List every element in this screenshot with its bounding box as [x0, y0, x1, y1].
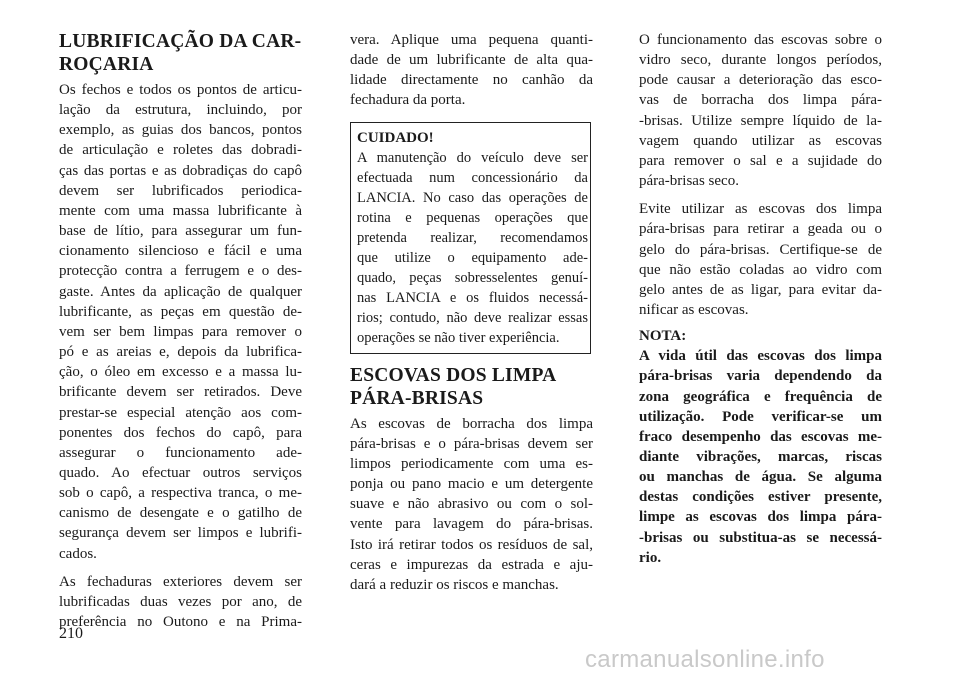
- section-heading-wiper-blades: [350, 364, 593, 410]
- text-line: que utilize o equipamento ade-: [357, 249, 588, 266]
- text-line: rios; contudo, não deve realizar essas: [357, 309, 588, 326]
- heading-line: LUBRIFICAÇÃO DA CAR-: [59, 31, 302, 52]
- paragraph-latches: [59, 80, 302, 564]
- text-line: fraco desempenho das escovas me-: [639, 428, 882, 445]
- paragraph-locks-continued: [350, 30, 593, 111]
- text-line: lubrificante, as peças em questão de-: [59, 303, 302, 320]
- text-line: vas de borracha dos limpa pára-: [639, 92, 882, 109]
- text-line: dará a reduzir os riscos e manchas.: [350, 576, 559, 593]
- text-line: cionamento silencioso e fácil e uma: [59, 243, 302, 260]
- text-line: limpe as escovas dos limpa pára-: [639, 509, 882, 526]
- text-line: -brisas. Utilize sempre líquido de la-: [639, 112, 882, 129]
- heading-line: ROÇARIA: [59, 54, 154, 75]
- text-line: mente com uma massa lubrificante à: [59, 202, 302, 219]
- text-line: nas LANCIA e os fluidos necessá-: [357, 289, 588, 306]
- note-title: NOTA:: [639, 328, 687, 345]
- text-line: operações se não tiver experiência.: [357, 329, 560, 346]
- text-line: ou manchas de água. Se alguma: [639, 469, 882, 486]
- text-line: ceras e impurezas da estrada e aju-: [350, 556, 593, 573]
- text-line: assegurar o funcionamento ade-: [59, 444, 302, 461]
- note-text: [639, 346, 882, 568]
- text-line: ponentes dos fechos do capô, para: [59, 424, 302, 441]
- text-line: Os fechos e todos os pontos de articu-: [59, 82, 302, 98]
- text-line: suave e não abrasivo ou com o sol-: [350, 496, 593, 513]
- text-line: para remover o sal e a sujidade do: [639, 152, 882, 169]
- heading-line: ESCOVAS DOS LIMPA: [350, 364, 557, 386]
- text-line: pára-brisas para retirar a geada ou o: [639, 221, 882, 238]
- text-line: lidade directamente no canhão da: [350, 72, 593, 89]
- text-line: limpos periodicamente com uma es-: [350, 455, 593, 472]
- text-line: As escovas de borracha dos limpa: [350, 415, 593, 432]
- text-line: -brisas ou substitua-as se necessá-: [639, 529, 882, 546]
- text-line: A manutenção do veículo deve ser: [357, 149, 588, 166]
- text-line: segurança devem ser limpos e lubrifi-: [59, 525, 302, 542]
- text-line: ponja ou pano macio e um detergente: [350, 476, 593, 493]
- text-line: As fechaduras exteriores devem ser: [59, 573, 302, 590]
- text-line: de articulação e roletes das dobradi-: [59, 142, 302, 159]
- text-line: O funcionamento das escovas sobre o: [639, 32, 882, 48]
- text-line: vera. Aplique uma pequena quanti-: [350, 32, 593, 48]
- text-line: pode causar a deterioração das esco-: [639, 72, 882, 89]
- text-line: rio.: [639, 549, 662, 566]
- caution-title: CUIDADO!: [357, 129, 434, 146]
- heading-line: PÁRA-BRISAS: [350, 387, 484, 409]
- caution-box: [350, 122, 591, 354]
- text-line: protecção contra a ferrugem e o des-: [59, 263, 302, 280]
- text-line: pára-brisas varia dependendo da: [639, 368, 882, 385]
- text-line: vem ser bem limpas para remover o: [59, 323, 302, 340]
- text-line: ças das portas e as dobradiças do capô: [59, 162, 302, 179]
- text-line: cados.: [59, 545, 97, 562]
- text-line: fechadura da porta.: [350, 92, 466, 109]
- column-2: [350, 30, 593, 595]
- text-line: base de lítio, para assegurar um fun-: [59, 223, 302, 240]
- caution-text: [357, 148, 588, 348]
- text-line: prestar-se especial atenção aos com-: [59, 404, 302, 421]
- text-line: canismo de desengate e o gatilho de: [59, 505, 302, 522]
- text-line: gaste. Antes da aplicação de qualquer: [59, 283, 302, 300]
- text-line: zona geográfica e frequência de: [639, 388, 882, 405]
- text-line: gelo antes de as ligar, para evitar da-: [639, 281, 882, 298]
- section-heading-bodywork-lubrication: [59, 30, 302, 76]
- paragraph-dry-glass: [639, 30, 882, 191]
- text-line: vente para lavagem do pára-brisas.: [350, 516, 593, 533]
- text-line: pó e as areias e, depois da lubrifica-: [59, 344, 302, 361]
- paragraph-wiper-cleaning: [350, 414, 593, 595]
- text-line: vagem quando utilizar as escovas: [639, 132, 882, 149]
- text-line: pretenda realizar, recomendamos: [357, 229, 588, 246]
- text-line: lubrificadas duas vezes por ano, de: [59, 593, 302, 610]
- page-number: 210: [59, 625, 83, 642]
- text-line: LANCIA. No caso das operações de: [357, 189, 588, 206]
- text-line: devem ser lubrificados periodica-: [59, 182, 302, 199]
- text-line: sob o capô, a respectiva tranca, o me-: [59, 485, 302, 502]
- text-line: rotina e pequenas operações que: [357, 209, 588, 226]
- text-line: diante vibrações, marcas, riscas: [639, 448, 882, 465]
- text-line: vidro seco, durante longos períodos,: [639, 52, 882, 69]
- text-line: brificante devem ser retirados. Deve: [59, 384, 302, 401]
- text-line: preferência no Outono e na Prima-: [59, 614, 302, 631]
- text-line: destas condições estiver presente,: [639, 489, 882, 506]
- text-line: efectuada num concessionário da: [357, 169, 588, 186]
- text-line: ção, o óleo em excesso e a massa lu-: [59, 364, 302, 381]
- paragraph-exterior-locks: [59, 572, 302, 632]
- column-1: [59, 30, 302, 632]
- text-line: nificar as escovas.: [639, 302, 749, 319]
- text-line: pára-brisas e o pára-brisas devem ser: [350, 435, 593, 452]
- text-line: Isto irá retirar todos os resíduos de sal,: [350, 536, 593, 553]
- text-line: A vida útil das escovas dos limpa: [639, 348, 882, 365]
- text-line: que não estão coladas ao vidro com: [639, 261, 882, 278]
- text-line: utilização. Pode verificar-se um: [639, 408, 882, 425]
- text-line: quado. Ao efectuar outros serviços: [59, 464, 302, 481]
- text-line: lação da estrutura, incluindo, por: [59, 102, 302, 119]
- column-3: [639, 30, 882, 568]
- paragraph-frost: [639, 199, 882, 320]
- text-line: exemplo, as guias dos bancos, pontos: [59, 122, 302, 139]
- text-line: gelo do pára-brisas. Certifique-se de: [639, 241, 882, 258]
- text-line: Evite utilizar as escovas dos limpa: [639, 201, 882, 218]
- text-line: quado, peças sobresselentes genuí-: [357, 269, 588, 286]
- text-line: dade de um lubrificante de alta qua-: [350, 52, 593, 69]
- watermark: carmanualsonline.info: [585, 646, 825, 673]
- text-line: pára-brisas seco.: [639, 173, 739, 190]
